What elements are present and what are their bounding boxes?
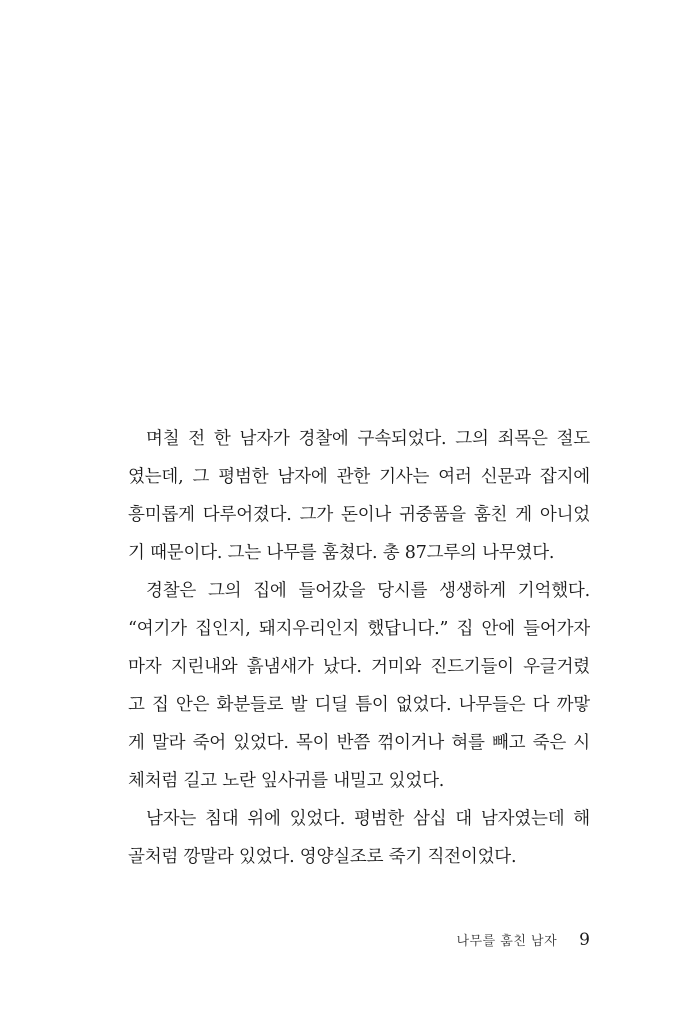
running-title: 나무를 훔친 남자 — [456, 934, 558, 949]
paragraph-line: 게 말라 죽어 있었다. 목이 반쯤 꺾이거나 혀를 빼고 죽은 시 — [128, 733, 590, 753]
paragraph-1 — [128, 420, 590, 572]
paragraph-line: 체처럼 길고 노란 잎사귀를 내밀고 있었다. — [128, 771, 445, 791]
body-text — [128, 420, 590, 876]
paragraph-3 — [128, 800, 590, 876]
paragraph-line: 흥미롭게 다루어졌다. 그가 돈이나 귀중품을 훔친 게 아니었 — [128, 505, 590, 525]
paragraph-line: 며칠 전 한 남자가 경찰에 구속되었다. 그의 죄목은 절도 — [146, 429, 590, 449]
page-footer — [400, 930, 590, 954]
page-number: 9 — [579, 930, 590, 950]
paragraph-2 — [128, 572, 590, 800]
paragraph-line: 였는데, 그 평범한 남자에 관한 기사는 여러 신문과 잡지에 — [128, 467, 590, 487]
paragraph-line: 골처럼 깡말라 있었다. 영양실조로 죽기 직전이었다. — [128, 847, 517, 867]
paragraph-line: “여기가 집인지, 돼지우리인지 했답니다.” 집 안에 들어가자 — [128, 619, 590, 639]
paragraph-line: 경찰은 그의 집에 들어갔을 당시를 생생하게 기억했다. — [146, 581, 590, 601]
paragraph-line: 마자 지린내와 흙냄새가 났다. 거미와 진드기들이 우글거렸 — [128, 657, 590, 677]
paragraph-line: 고 집 안은 화분들로 발 디딜 틈이 없었다. 나무들은 다 까맣 — [128, 695, 590, 715]
paragraph-line: 기 때문이다. 그는 나무를 훔쳤다. 총 87그루의 나무였다. — [128, 543, 555, 563]
paragraph-line: 남자는 침대 위에 있었다. 평범한 삼십 대 남자였는데 해 — [146, 809, 590, 829]
